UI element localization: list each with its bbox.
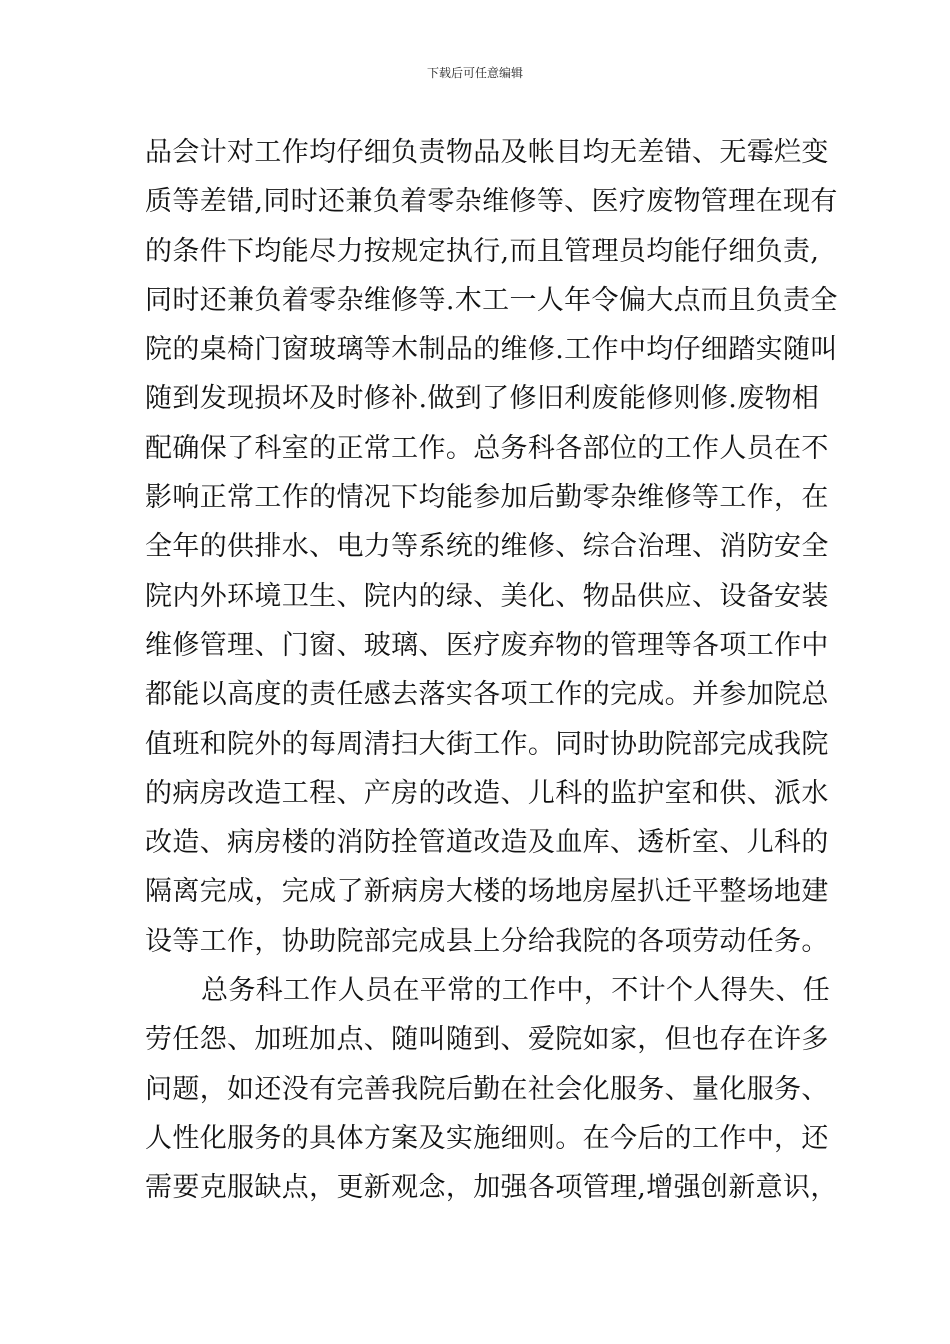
- text-line: 劳任怨、加班加点、随叫随到、爱院如家，但也存在许多: [145, 1024, 829, 1056]
- text-line: 需要克服缺点，更新观念，加强各项管理,增强创新意识，: [145, 1172, 838, 1204]
- page-header-note: 下载后可任意编辑: [426, 66, 523, 80]
- text-line: 都能以高度的责任感去落实各项工作的完成。并参加院总: [145, 679, 829, 711]
- text-line: 维修管理、门窗、玻璃、医疗废弃物的管理等各项工作中: [145, 629, 829, 661]
- text-line: 配确保了科室的正常工作。总务科各部位的工作人员在不: [145, 432, 829, 464]
- text-line: 设等工作，协助院部完成县上分给我院的各项劳动任务。: [145, 925, 829, 957]
- text-line: 院内外环境卫生、院内的绿、美化、物品供应、设备安装: [145, 580, 829, 612]
- text-line: 院的桌椅门窗玻璃等木制品的维修.工作中均仔细踏实随叫: [145, 334, 838, 366]
- text-line: 全年的供排水、电力等系统的维修、综合治理、消防安全: [145, 531, 829, 563]
- text-line: 人性化服务的具体方案及实施细则。在今后的工作中，还: [145, 1122, 829, 1154]
- text-line: 问题，如还没有完善我院后勤在社会化服务、量化服务、: [145, 1073, 829, 1105]
- text-line: 随到发现损坏及时修补.做到了修旧利废能修则修.废物相: [145, 383, 820, 415]
- text-line: 影响正常工作的情况下均能参加后勤零杂维修等工作，在: [145, 482, 829, 514]
- text-line: 隔离完成，完成了新病房大楼的场地房屋扒迁平整场地建: [145, 876, 829, 908]
- text-line: 的条件下均能尽力按规定执行,而且管理员均能仔细负责,: [145, 235, 820, 267]
- text-line: 质等差错,同时还兼负着零杂维修等、医疗废物管理在现有: [145, 186, 838, 218]
- document-body: [145, 128, 838, 1213]
- text-line: 品会计对工作均仔细负责物品及帐目均无差错、无霉烂变: [145, 137, 829, 168]
- text-line: 同时还兼负着零杂维修等.木工一人年令偏大点而且负责全: [145, 284, 838, 316]
- text-line: 的病房改造工程、产房的改造、儿科的监护室和供、派水: [145, 777, 829, 809]
- text-line: 值班和院外的每周清扫大街工作。同时协助院部完成我院: [145, 728, 829, 760]
- paragraph-start-line: 总务科工作人员在平常的工作中，不计个人得失、任: [201, 975, 831, 1007]
- text-line: 改造、病房楼的消防拴管道改造及血库、透析室、儿科的: [145, 827, 829, 859]
